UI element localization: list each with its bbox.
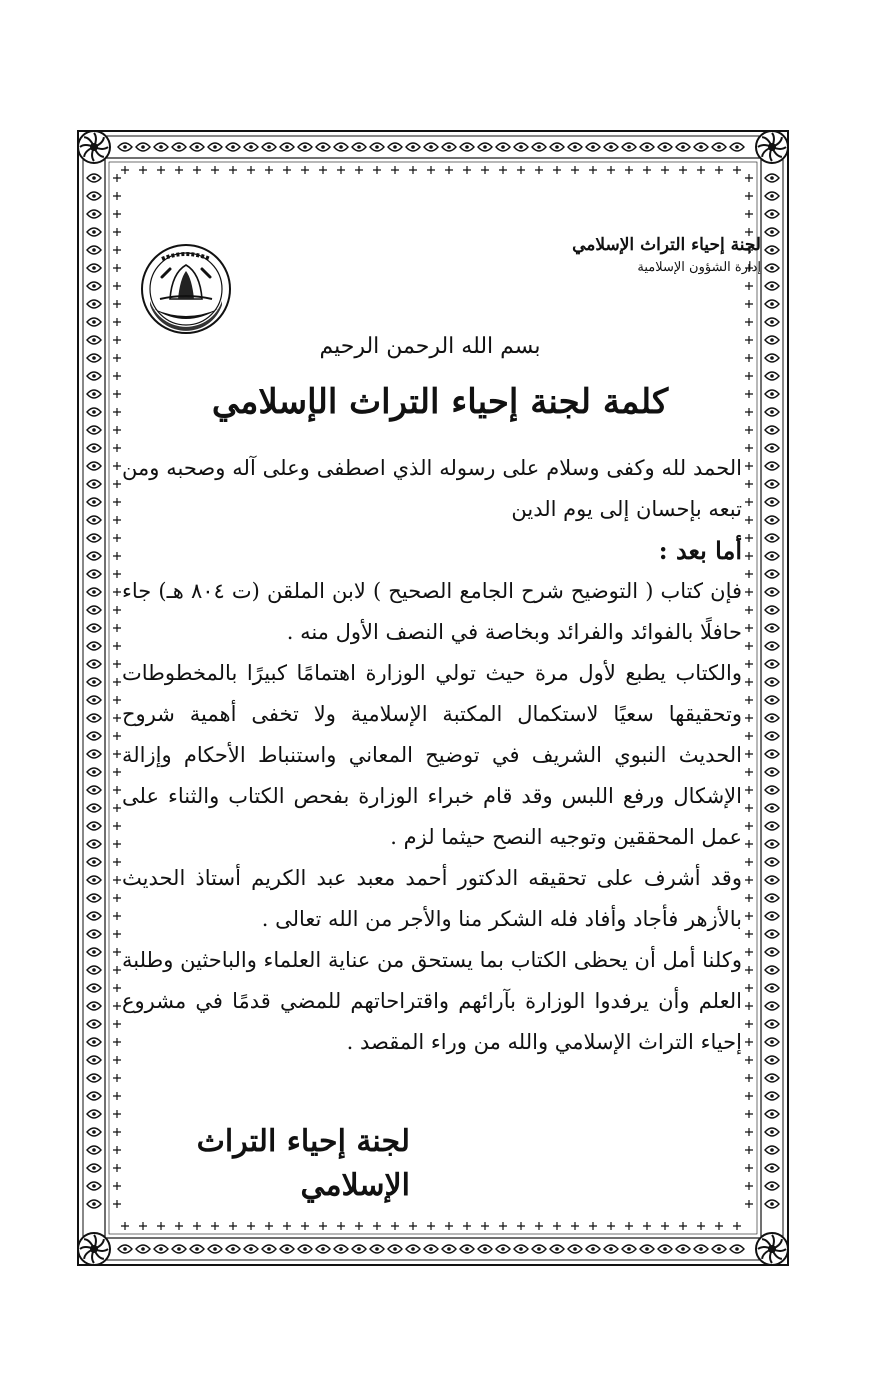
amma-baad: أما بعد :	[658, 536, 742, 565]
letterhead-department-name: إدارة الشؤون الإسلامية	[637, 260, 761, 275]
state-emblem-seal-icon	[140, 243, 232, 335]
signature: لجنة إحياء التراث الإسلامي	[196, 1124, 410, 1203]
letter-body	[122, 448, 742, 1063]
closing-hope: وكلنا أمل أن يحظى الكتاب بما يستحق من عناية العلماء والباحثين وطلبة العلم وأن يرفدوا الوزارة بآرائهم واقتراحاتهم للمضي قدمًا في مشروع إحياء التراث الإسلامي والله من وراء المقصد .	[122, 948, 742, 1054]
opening-praise: الحمد لله وكفى وسلام على رسوله الذي اصطفى وعلى آله وصحبه ومن تبعه بإحسان إلى يوم الدين	[122, 456, 742, 521]
letterhead-committee-name: لجنة إحياء التراث الإسلامي	[572, 235, 761, 255]
book-introduction: فإن كتاب ( التوضيح شرح الجامع الصحيح ) لابن الملقن (ت ٨٠٤ هـ) جاء حافلًا بالفوائد والفرائد وبخاصة في النصف الأول منه .	[122, 579, 743, 644]
letterhead	[501, 232, 761, 278]
basmala: بسم الله الرحمن الرحيم	[319, 334, 541, 359]
page-title: كلمة لجنة إحياء التراث الإسلامي	[211, 382, 669, 422]
editor-acknowledgement: وقد أشرف على تحقيقه الدكتور أحمد معبد عبد الكريم أستاذ الحديث بالأزهر فأجاد وأفاد فله الشكر منا والأجر من الله تعالى .	[122, 866, 742, 931]
ministry-effort: والكتاب يطبع لأول مرة حيث تولي الوزارة اهتمامًا كبيرًا بالمخطوطات وتحقيقها سعيًا لاستكمال المكتبة الإسلامية ولا تخفى أهمية شروح الحديث النبوي الشريف في توضيح المعاني واستنباط الأحكام وإزالة الإشكال ورفع اللبس وقد قام خبراء الوزارة بفحص الكتاب والثناء على عمل المحققين وتوجيه النصح حيثما لزم .	[122, 661, 742, 849]
